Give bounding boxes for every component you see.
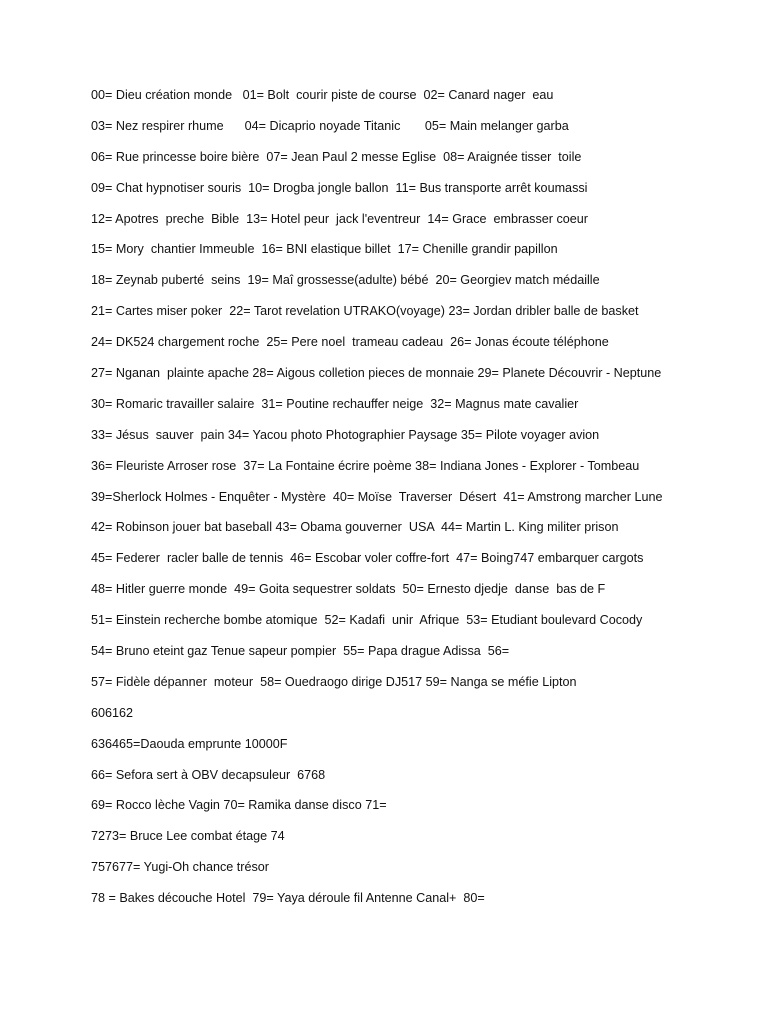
text-line: 39=Sherlock Holmes - Enquêter - Mystère 40= Moïse Traverser Désert 41= Amstrong marcher Lune (91, 489, 663, 504)
text-line: 18= Zeynab puberté seins 19= Maî grossesse(adulte) bébé 20= Georgiev match médaille (91, 273, 600, 288)
text-line: 48= Hitler guerre monde 49= Goita sequestrer soldats 50= Ernesto djedje danse bas de F (91, 582, 606, 597)
text-line: 757677= Yugi-Oh chance trésor (91, 860, 269, 875)
text-line: 78 = Bakes découche Hotel 79= Yaya déroule fil Antenne Canal+ 80= (91, 891, 485, 906)
text-line: 03= Nez respirer rhume 04= Dicaprio noyade Titanic 05= Main melanger garba (91, 118, 569, 133)
text-lines (91, 86, 761, 920)
text-line: 57= Fidèle dépanner moteur 58= Ouedraogo dirige DJ517 59= Nanga se méfie Lipton (91, 674, 577, 689)
text-line: 42= Robinson jouer bat baseball 43= Obama gouverner USA 44= Martin L. King militer prison (91, 520, 619, 535)
text-line: 66= Sefora sert à OBV decapsuleur 6768 (91, 767, 326, 782)
text-line: 12= Apotres preche Bible 13= Hotel peur jack l'eventreur 14= Grace embrasser coeur (91, 211, 588, 226)
text-line: 54= Bruno eteint gaz Tenue sapeur pompier 55= Papa drague Adissa 56= (91, 644, 510, 659)
text-line: 30= Romaric travailler salaire 31= Poutine rechauffer neige 32= Magnus mate cavalier (91, 396, 579, 411)
text-line: 51= Einstein recherche bombe atomique 52= Kadafi unir Afrique 53= Etudiant boulevard Cocody (91, 613, 643, 628)
text-line: 636465=Daouda emprunte 10000F (91, 736, 288, 751)
text-line: 606162 (91, 705, 134, 720)
text-line: 00= Dieu création monde 01= Bolt courir piste de course 02= Canard nager eau (91, 88, 554, 102)
text-line: 7273= Bruce Lee combat étage 74 (91, 829, 285, 844)
text-line: 45= Federer racler balle de tennis 46= Escobar voler coffre-fort 47= Boing747 embarquer cargots (91, 551, 644, 566)
text-line: 15= Mory chantier Immeuble 16= BNI elastique billet 17= Chenille grandir papillon (91, 242, 558, 257)
text-line: 36= Fleuriste Arroser rose 37= La Fontaine écrire poème 38= Indiana Jones - Explorer - Tombeau (91, 458, 640, 473)
text-line: 69= Rocco lèche Vagin 70= Ramika danse disco 71= (91, 798, 387, 813)
text-line: 06= Rue princesse boire bière 07= Jean Paul 2 messe Eglise 08= Araignée tisser toile (91, 149, 582, 164)
text-line: 09= Chat hypnotiser souris 10= Drogba jongle ballon 11= Bus transporte arrêt koumassi (91, 180, 588, 195)
text-line: 24= DK524 chargement roche 25= Pere noel trameau cadeau 26= Jonas écoute téléphone (91, 335, 609, 350)
text-line: 21= Cartes miser poker 22= Tarot revelation UTRAKO(voyage) 23= Jordan dribler balle de basket (91, 304, 639, 319)
text-line: 27= Nganan plainte apache 28= Aigous colletion pieces de monnaie 29= Planete Découvrir - Neptune (91, 366, 662, 381)
text-line: 33= Jésus sauver pain 34= Yacou photo Photographier Paysage 35= Pilote voyager avion (91, 427, 600, 442)
